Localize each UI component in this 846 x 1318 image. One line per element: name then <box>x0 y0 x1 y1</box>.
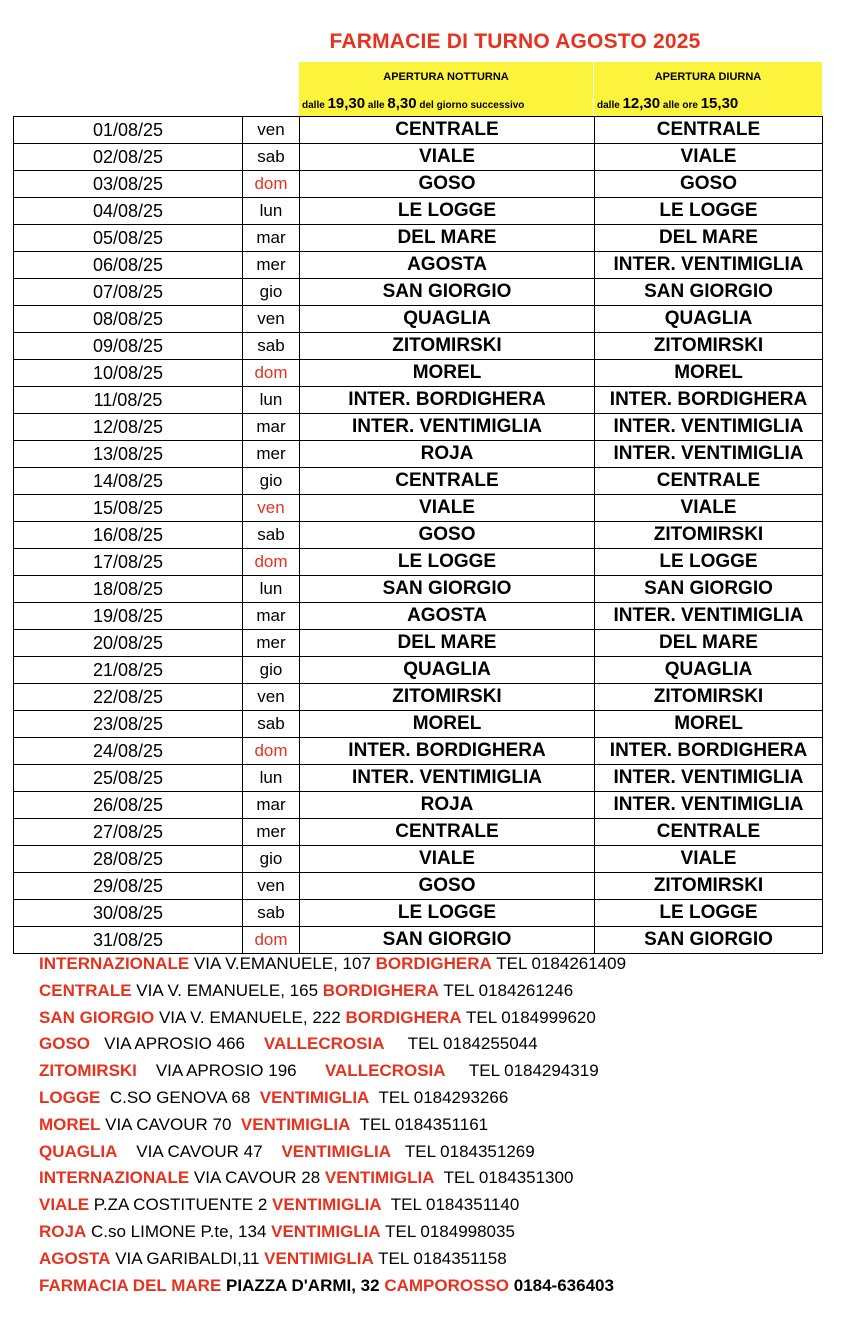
date-cell: 19/08/25 <box>14 603 243 630</box>
night-pharmacy-cell: CENTRALE <box>300 468 595 495</box>
date-cell: 07/08/25 <box>14 279 243 306</box>
legend-line <box>39 1273 839 1300</box>
weekday-cell: gio <box>243 468 300 495</box>
weekday-cell: gio <box>243 657 300 684</box>
date-cell: 24/08/25 <box>14 738 243 765</box>
legend-line <box>39 1192 839 1219</box>
night-header <box>299 62 593 92</box>
table-row <box>14 738 823 765</box>
day-pharmacy-cell: LE LOGGE <box>595 900 823 927</box>
page-title: FARMACIE DI TURNO AGOSTO 2025 <box>329 30 701 53</box>
date-cell: 18/08/25 <box>14 576 243 603</box>
night-header-label: APERTURA NOTTURNA <box>383 71 509 83</box>
legend-phone: TEL 0184999620 <box>461 1007 596 1027</box>
night-pharmacy-cell: MOREL <box>300 360 595 387</box>
day-hours-from-word: dalle <box>597 100 620 111</box>
legend-address: VIA CAVOUR 28 <box>189 1168 325 1188</box>
night-pharmacy-cell: SAN GIORGIO <box>300 576 595 603</box>
day-pharmacy-cell: INTER. BORDIGHERA <box>595 738 823 765</box>
weekday-cell: dom <box>243 360 300 387</box>
night-pharmacy-cell: GOSO <box>300 873 595 900</box>
legend-address: C.SO GENOVA 68 <box>100 1087 260 1107</box>
date-cell: 27/08/25 <box>14 819 243 846</box>
night-hours-text <box>299 95 593 112</box>
day-pharmacy-cell: INTER. BORDIGHERA <box>595 387 823 414</box>
weekday-cell: ven <box>243 873 300 900</box>
night-pharmacy-cell: VIALE <box>300 846 595 873</box>
legend-address: C.so LIMONE P.te, 134 <box>86 1221 272 1241</box>
day-pharmacy-cell: LE LOGGE <box>595 198 823 225</box>
legend-pharmacy-name: LOGGE <box>39 1087 101 1107</box>
legend-phone: TEL 0184351158 <box>373 1248 507 1268</box>
date-cell: 05/08/25 <box>14 225 243 252</box>
night-pharmacy-cell: GOSO <box>300 171 595 198</box>
day-pharmacy-cell: INTER. VENTIMIGLIA <box>595 252 823 279</box>
night-pharmacy-cell: LE LOGGE <box>300 198 595 225</box>
day-pharmacy-cell: INTER. VENTIMIGLIA <box>595 765 823 792</box>
legend-address: VIA CAVOUR 47 <box>117 1141 282 1161</box>
legend-phone: TEL 0184351161 <box>350 1114 489 1134</box>
weekday-cell: ven <box>243 684 300 711</box>
table-row <box>14 468 823 495</box>
date-cell: 28/08/25 <box>14 846 243 873</box>
weekday-cell: ven <box>243 495 300 522</box>
legend-city: VALLECROSIA <box>263 1034 385 1054</box>
day-pharmacy-cell: LE LOGGE <box>595 549 823 576</box>
table-row <box>14 792 823 819</box>
weekday-cell: dom <box>243 171 300 198</box>
night-pharmacy-cell: CENTRALE <box>300 819 595 846</box>
day-pharmacy-cell: DEL MARE <box>595 225 823 252</box>
table-row <box>14 765 823 792</box>
table-row <box>14 603 823 630</box>
night-pharmacy-cell: INTER. VENTIMIGLIA <box>300 414 595 441</box>
legend-pharmacy-name: FARMACIA DEL MARE <box>39 1275 222 1295</box>
table-row <box>14 414 823 441</box>
legend-city: VENTIMIGLIA <box>240 1114 351 1134</box>
day-pharmacy-cell: GOSO <box>595 171 823 198</box>
day-pharmacy-cell: SAN GIORGIO <box>595 576 823 603</box>
legend-phone: TEL 0184351140 <box>381 1195 520 1215</box>
legend-phone: TEL 0184293266 <box>369 1087 509 1107</box>
legend-address: VIA V. EMANUELE, 222 <box>154 1007 346 1027</box>
legend-phone: TEL 0184294319 <box>445 1061 599 1081</box>
night-pharmacy-cell: QUAGLIA <box>300 306 595 333</box>
weekday-cell: mar <box>243 225 300 252</box>
legend-city: BORDIGHERA <box>375 954 492 973</box>
date-cell: 10/08/25 <box>14 360 243 387</box>
date-cell: 16/08/25 <box>14 522 243 549</box>
legend-address: P.ZA COSTITUENTE 2 <box>89 1195 273 1215</box>
night-hours-next-day: del giorno successivo <box>419 100 525 111</box>
table-row <box>14 495 823 522</box>
legend-city: VENTIMIGLIA <box>271 1221 381 1241</box>
night-pharmacy-cell: INTER. VENTIMIGLIA <box>300 765 595 792</box>
legend-line <box>39 1246 839 1273</box>
legend-phone: TEL 0184261246 <box>438 980 574 1000</box>
day-pharmacy-cell: ZITOMIRSKI <box>595 522 823 549</box>
date-cell: 23/08/25 <box>14 711 243 738</box>
legend-line <box>39 1031 839 1058</box>
day-hours-to-word: alle ore <box>662 100 698 111</box>
legend-pharmacy-name: SAN GIORGIO <box>39 1007 155 1027</box>
weekday-cell: dom <box>243 927 300 954</box>
night-pharmacy-cell: LE LOGGE <box>300 900 595 927</box>
legend-phone: TEL 0184261409 <box>491 954 627 973</box>
date-cell: 25/08/25 <box>14 765 243 792</box>
date-cell: 30/08/25 <box>14 900 243 927</box>
table-row <box>14 873 823 900</box>
legend-address: VIA APROSIO 196 <box>136 1061 325 1081</box>
legend-line <box>39 1085 839 1112</box>
date-cell: 04/08/25 <box>14 198 243 225</box>
day-pharmacy-cell: SAN GIORGIO <box>595 279 823 306</box>
day-pharmacy-cell: INTER. VENTIMIGLIA <box>595 603 823 630</box>
legend-pharmacy-name: QUAGLIA <box>39 1141 118 1161</box>
table-row <box>14 846 823 873</box>
table-row <box>14 333 823 360</box>
night-pharmacy-cell: VIALE <box>300 495 595 522</box>
night-hours <box>299 92 593 116</box>
day-pharmacy-cell: INTER. VENTIMIGLIA <box>595 441 823 468</box>
legend-city: VALLECROSIA <box>324 1061 446 1081</box>
legend-phone: TEL 0184351269 <box>391 1141 535 1161</box>
day-hours-text <box>594 95 822 112</box>
date-cell: 08/08/25 <box>14 306 243 333</box>
weekday-cell: sab <box>243 522 300 549</box>
day-hours-end: 15,30 <box>700 95 739 112</box>
night-pharmacy-cell: ZITOMIRSKI <box>300 333 595 360</box>
table-row <box>14 900 823 927</box>
table-row <box>14 360 823 387</box>
night-pharmacy-cell: MOREL <box>300 711 595 738</box>
weekday-cell: mar <box>243 414 300 441</box>
weekday-cell: mer <box>243 630 300 657</box>
table-row <box>14 711 823 738</box>
legend-pharmacy-name: ZITOMIRSKI <box>39 1061 137 1081</box>
weekday-cell: mer <box>243 819 300 846</box>
weekday-cell: sab <box>243 900 300 927</box>
table-row <box>14 927 823 954</box>
table-row <box>14 441 823 468</box>
date-cell: 02/08/25 <box>14 144 243 171</box>
night-pharmacy-cell: LE LOGGE <box>300 549 595 576</box>
legend-line <box>39 1058 839 1085</box>
table-row <box>14 522 823 549</box>
date-cell: 17/08/25 <box>14 549 243 576</box>
weekday-cell: lun <box>243 576 300 603</box>
night-pharmacy-cell: DEL MARE <box>300 630 595 657</box>
weekday-cell: gio <box>243 846 300 873</box>
night-pharmacy-cell: ROJA <box>300 792 595 819</box>
legend-line <box>39 951 839 978</box>
legend-line <box>39 1219 839 1246</box>
table-row <box>14 252 823 279</box>
weekday-cell: lun <box>243 198 300 225</box>
night-pharmacy-cell: QUAGLIA <box>300 657 595 684</box>
legend-address: VIA APROSIO 466 <box>90 1034 264 1054</box>
night-pharmacy-cell: GOSO <box>300 522 595 549</box>
table-row <box>14 684 823 711</box>
night-pharmacy-cell: AGOSTA <box>300 603 595 630</box>
legend-line <box>39 978 839 1005</box>
day-pharmacy-cell: QUAGLIA <box>595 657 823 684</box>
legend-city: BORDIGHERA <box>345 1007 462 1027</box>
legend-pharmacy-name: AGOSTA <box>39 1248 111 1268</box>
day-pharmacy-cell: SAN GIORGIO <box>595 927 823 954</box>
night-pharmacy-cell: DEL MARE <box>300 225 595 252</box>
legend-phone: TEL 0184351300 <box>434 1168 574 1188</box>
legend-city: VENTIMIGLIA <box>272 1195 382 1215</box>
table-row <box>14 279 823 306</box>
day-pharmacy-cell: VIALE <box>595 846 823 873</box>
weekday-cell: mar <box>243 603 300 630</box>
weekday-cell: sab <box>243 333 300 360</box>
legend-city: VENTIMIGLIA <box>324 1168 435 1188</box>
date-cell: 15/08/25 <box>14 495 243 522</box>
date-cell: 31/08/25 <box>14 927 243 954</box>
legend-pharmacy-name: INTERNAZIONALE <box>39 1168 190 1188</box>
date-cell: 01/08/25 <box>14 117 243 144</box>
table-row <box>14 198 823 225</box>
table-row <box>14 819 823 846</box>
legend-phone: TEL 0184998035 <box>380 1221 515 1241</box>
legend-pharmacy-name: MOREL <box>39 1114 101 1134</box>
date-cell: 20/08/25 <box>14 630 243 657</box>
table-row <box>14 576 823 603</box>
day-pharmacy-cell: VIALE <box>595 495 823 522</box>
date-cell: 13/08/25 <box>14 441 243 468</box>
table-row <box>14 225 823 252</box>
night-pharmacy-cell: SAN GIORGIO <box>300 927 595 954</box>
weekday-cell: lun <box>243 387 300 414</box>
weekday-cell: mar <box>243 792 300 819</box>
table-row <box>14 144 823 171</box>
weekday-cell: dom <box>243 738 300 765</box>
day-pharmacy-cell: MOREL <box>595 711 823 738</box>
weekday-cell: gio <box>243 279 300 306</box>
day-pharmacy-cell: QUAGLIA <box>595 306 823 333</box>
legend-pharmacy-name: INTERNAZIONALE <box>39 954 190 973</box>
table-row <box>14 387 823 414</box>
day-pharmacy-cell: CENTRALE <box>595 819 823 846</box>
duty-table <box>13 116 823 954</box>
date-cell: 21/08/25 <box>14 657 243 684</box>
day-pharmacy-cell: INTER. VENTIMIGLIA <box>595 792 823 819</box>
table-row <box>14 306 823 333</box>
night-pharmacy-cell: ZITOMIRSKI <box>300 684 595 711</box>
weekday-cell: dom <box>243 549 300 576</box>
night-pharmacy-cell: INTER. BORDIGHERA <box>300 738 595 765</box>
weekday-cell: lun <box>243 765 300 792</box>
night-pharmacy-cell: INTER. BORDIGHERA <box>300 387 595 414</box>
night-pharmacy-cell: AGOSTA <box>300 252 595 279</box>
legend-city: VENTIMIGLIA <box>281 1141 392 1161</box>
day-header-label: APERTURA DIURNA <box>654 71 762 83</box>
date-cell: 11/08/25 <box>14 387 243 414</box>
legend-city: CAMPOROSSO <box>384 1275 510 1295</box>
weekday-cell: ven <box>243 306 300 333</box>
day-pharmacy-cell: ZITOMIRSKI <box>595 684 823 711</box>
date-cell: 22/08/25 <box>14 684 243 711</box>
night-hours-end: 8,30 <box>387 95 417 112</box>
legend-city: BORDIGHERA <box>322 980 439 1000</box>
night-pharmacy-cell: VIALE <box>300 144 595 171</box>
day-pharmacy-cell: MOREL <box>595 360 823 387</box>
date-cell: 29/08/25 <box>14 873 243 900</box>
legend-city: VENTIMIGLIA <box>259 1087 370 1107</box>
night-pharmacy-cell: CENTRALE <box>300 117 595 144</box>
table-row <box>14 549 823 576</box>
night-hours-from-word: dalle <box>302 100 325 111</box>
legend-city: VENTIMIGLIA <box>264 1248 374 1268</box>
legend-pharmacy-name: ROJA <box>39 1221 87 1241</box>
night-pharmacy-cell: SAN GIORGIO <box>300 279 595 306</box>
date-cell: 03/08/25 <box>14 171 243 198</box>
date-cell: 09/08/25 <box>14 333 243 360</box>
legend-pharmacy-name: VIALE <box>39 1195 90 1215</box>
date-cell: 12/08/25 <box>14 414 243 441</box>
table-row <box>14 630 823 657</box>
legend-line <box>39 1165 839 1192</box>
date-cell: 26/08/25 <box>14 792 243 819</box>
date-cell: 14/08/25 <box>14 468 243 495</box>
legend-pharmacy-name: GOSO <box>39 1034 91 1054</box>
legend-address: VIA V.EMANUELE, 107 <box>189 954 376 973</box>
legend-address: PIAZZA D'ARMI, 32 <box>221 1275 385 1295</box>
day-pharmacy-cell: CENTRALE <box>595 117 823 144</box>
pharmacy-legend <box>39 951 839 1299</box>
day-hours-start: 12,30 <box>622 95 661 112</box>
table-row <box>14 171 823 198</box>
weekday-cell: sab <box>243 711 300 738</box>
legend-address: VIA GARIBALDI,11 <box>110 1248 265 1268</box>
legend-line <box>39 1139 839 1166</box>
day-pharmacy-cell: INTER. VENTIMIGLIA <box>595 414 823 441</box>
legend-phone: TEL 0184255044 <box>384 1034 538 1054</box>
day-pharmacy-cell: CENTRALE <box>595 468 823 495</box>
weekday-cell: ven <box>243 117 300 144</box>
day-pharmacy-cell: VIALE <box>595 144 823 171</box>
weekday-cell: mer <box>243 252 300 279</box>
weekday-cell: mer <box>243 441 300 468</box>
night-hours-to-word: alle <box>367 100 385 111</box>
day-hours <box>594 92 822 116</box>
night-pharmacy-cell: ROJA <box>300 441 595 468</box>
day-pharmacy-cell: ZITOMIRSKI <box>595 333 823 360</box>
legend-line <box>39 1005 839 1032</box>
date-cell: 06/08/25 <box>14 252 243 279</box>
legend-pharmacy-name: CENTRALE <box>39 980 132 1000</box>
weekday-cell: sab <box>243 144 300 171</box>
table-row <box>14 657 823 684</box>
legend-phone: 0184-636403 <box>509 1275 614 1295</box>
night-hours-start: 19,30 <box>327 95 366 112</box>
day-header <box>594 62 822 92</box>
legend-address: VIA CAVOUR 70 <box>100 1114 241 1134</box>
day-pharmacy-cell: DEL MARE <box>595 630 823 657</box>
legend-address: VIA V. EMANUELE, 165 <box>131 980 323 1000</box>
legend-line <box>39 1112 839 1139</box>
table-row <box>14 117 823 144</box>
day-pharmacy-cell: ZITOMIRSKI <box>595 873 823 900</box>
